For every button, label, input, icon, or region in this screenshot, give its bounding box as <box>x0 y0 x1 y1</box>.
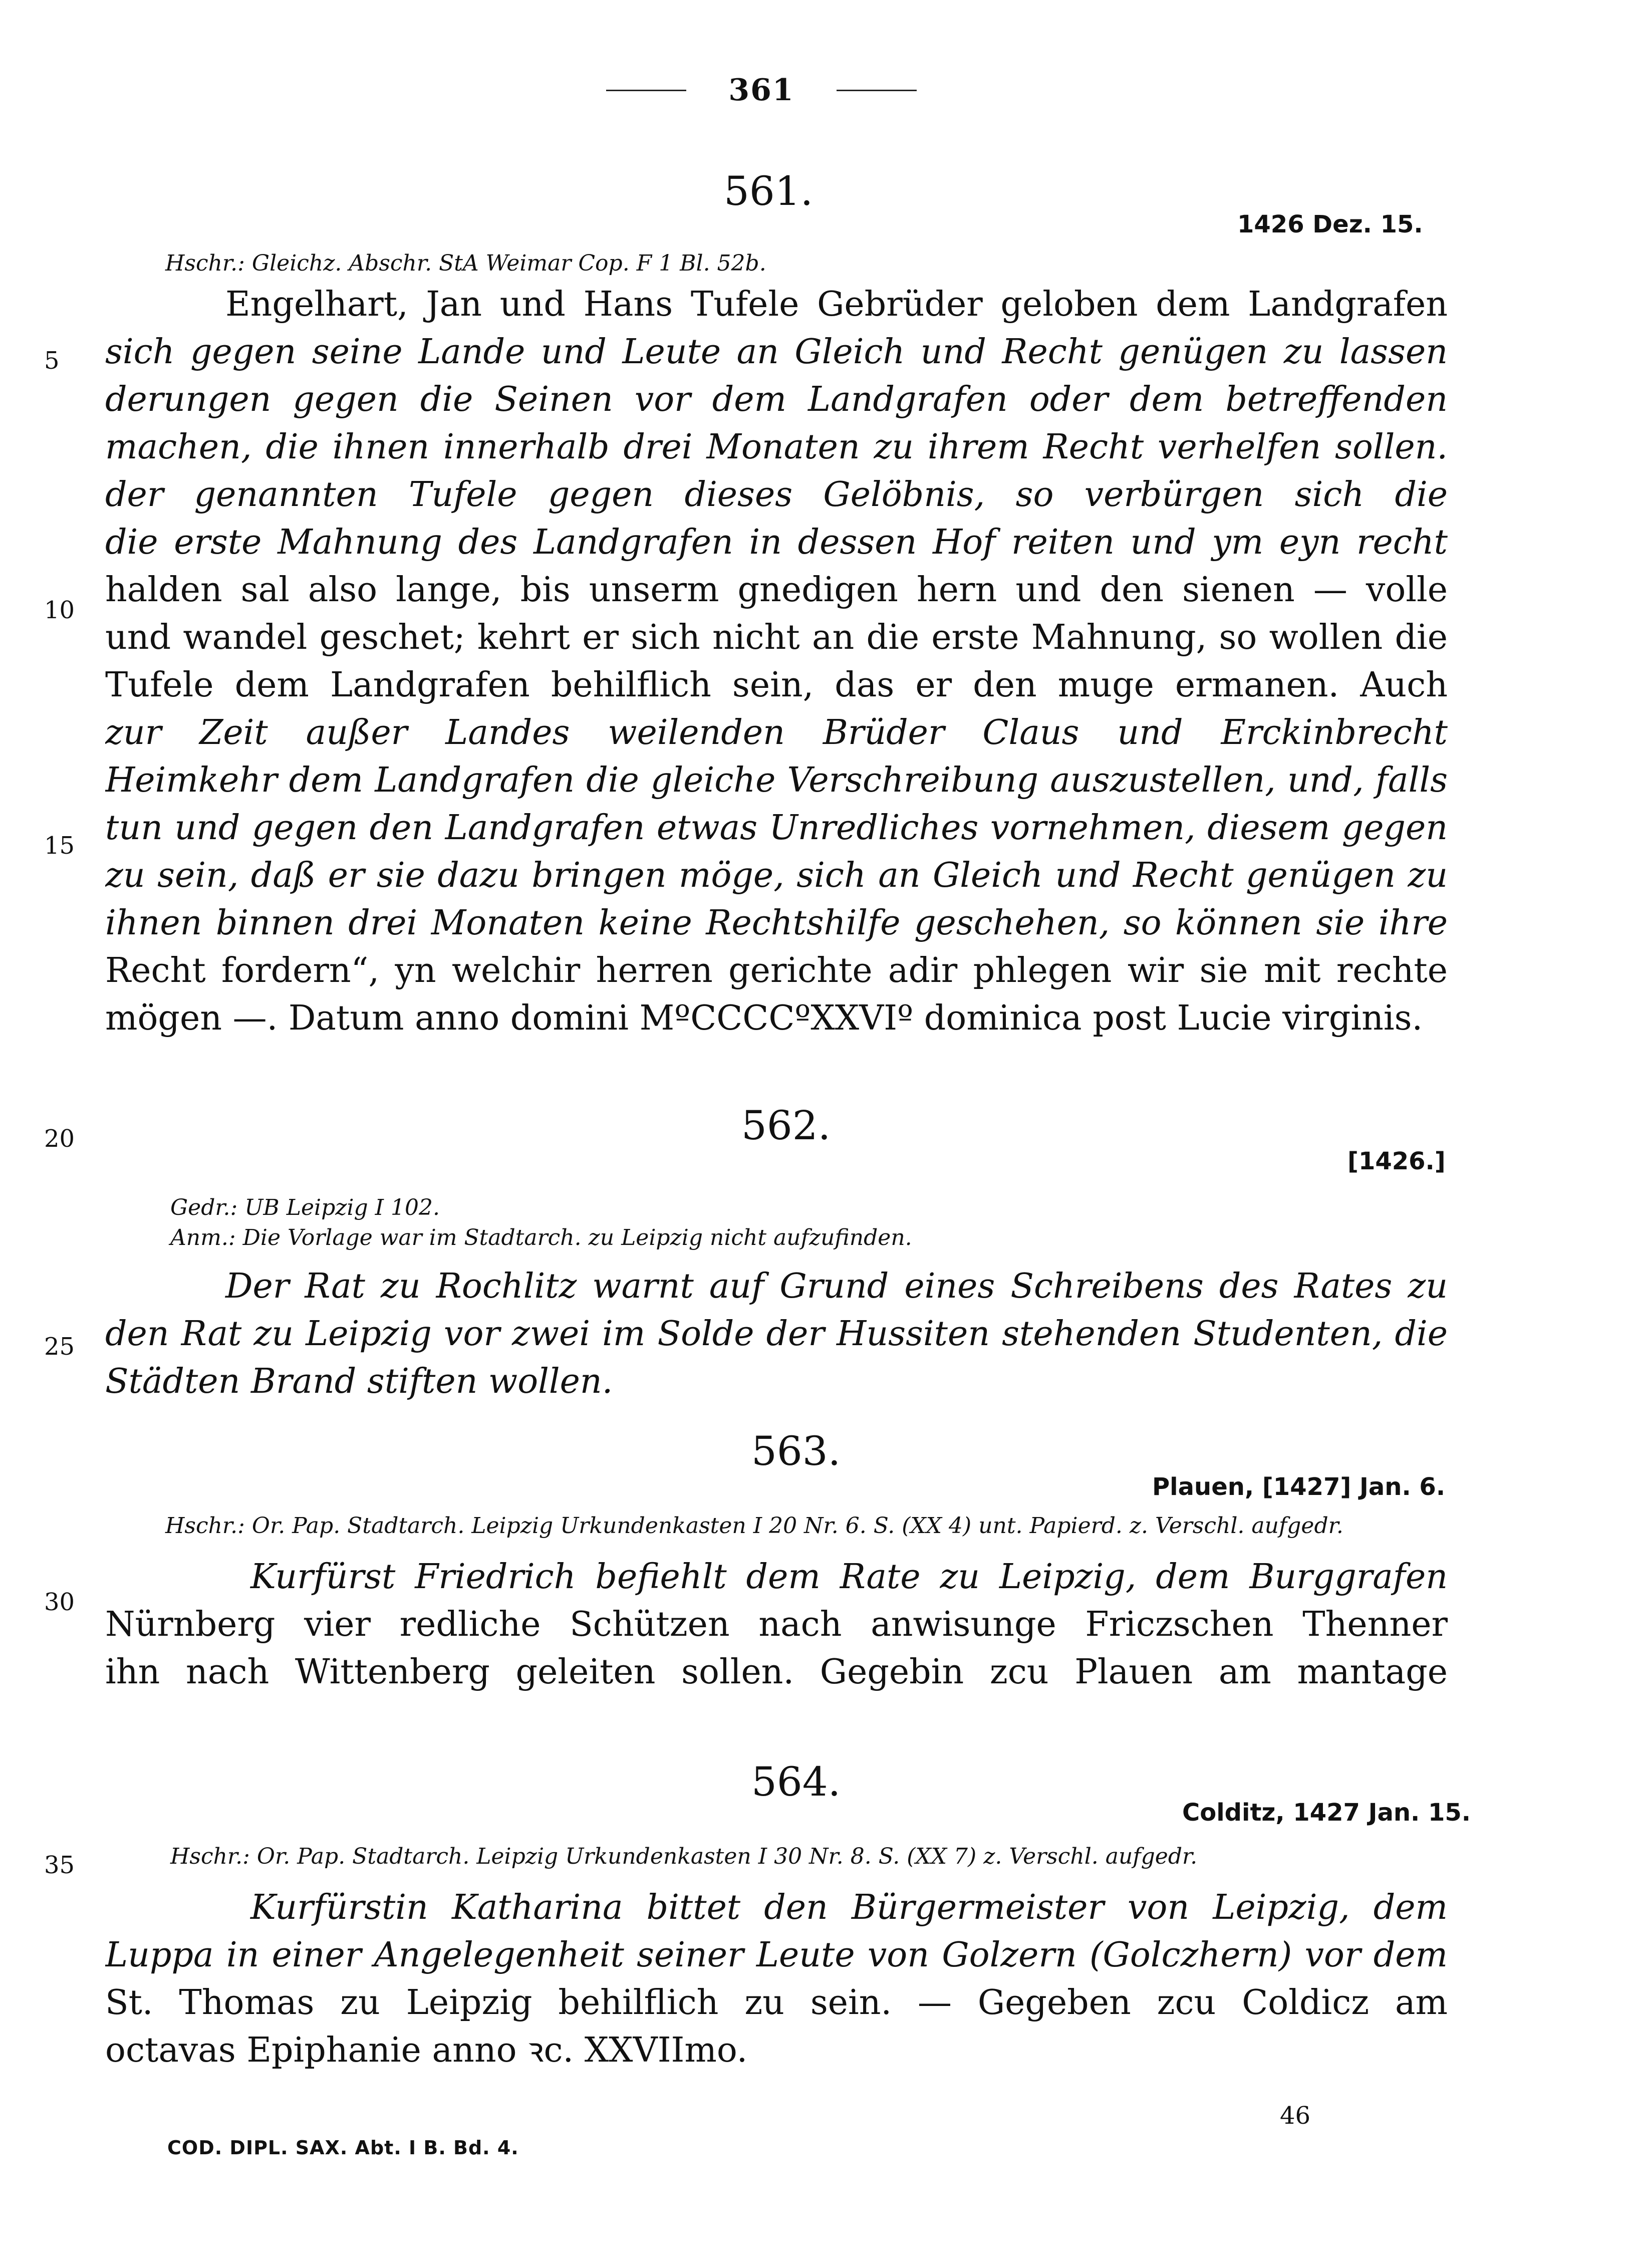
entry-date: Plauen, [1427] Jan. 6. <box>1152 1473 1446 1501</box>
text-line: zur Zeit außer Landes weilenden Brüder Claus und Erckinbrecht <box>105 713 1448 752</box>
line-number: 10 <box>44 596 75 624</box>
entry-source: Gedr.: UB Leipzig I 102. <box>170 1195 440 1220</box>
entry-source: Hschr.: Or. Pap. Stadtarch. Leipzig Urkundenkasten I 20 Nr. 6. S. (XX 4) unt. Papierd. z. Verschl. aufgedr. <box>165 1513 1343 1539</box>
page-header <box>606 70 917 110</box>
entry-number: 564. <box>751 1758 841 1805</box>
header-rule-left <box>606 90 686 91</box>
text-line: zu sein, daß er sie dazu bringen möge, sich an Gleich und Recht genügen zu <box>105 856 1448 895</box>
entry-source: Hschr.: Gleichz. Abschr. StA Weimar Cop. F 1 Bl. 52b. <box>165 250 766 276</box>
text-line: derungen gegen die Seinen vor dem Landgrafen oder dem betreffenden <box>105 380 1448 419</box>
text-line: und wandel geschet; kehrt er sich nicht an die erste Mahnung, so wollen die <box>105 618 1448 657</box>
text-line: Kurfürstin Katharina bittet den Bürgermeister von Leipzig, dem <box>250 1888 1448 1927</box>
text-line: Der Rat zu Rochlitz warnt auf Grund eines Schreibens des Rates zu <box>225 1267 1448 1306</box>
text-line: Engelhart, Jan und Hans Tufele Gebrüder geloben dem Landgrafen <box>225 285 1448 324</box>
text-line: Kurfürst Friedrich befiehlt dem Rate zu Leipzig, dem Burggrafen <box>250 1557 1448 1597</box>
text-line: Heimkehr dem Landgrafen die gleiche Verschreibung auszustellen, und, falls <box>105 761 1448 800</box>
text-line: Städten Brand stiften wollen. <box>105 1362 613 1401</box>
text-line: halden sal also lange, bis unserm gnedigen hern und den sienen — volle <box>105 570 1448 610</box>
text-line: sich gegen seine Lande und Leute an Gleich und Recht genügen zu lassen <box>105 332 1448 372</box>
footer-series: COD. DIPL. SAX. Abt. I B. Bd. 4. <box>167 2137 519 2159</box>
page-number: 361 <box>728 73 794 108</box>
line-number: 20 <box>44 1125 75 1153</box>
line-number: 5 <box>44 347 60 375</box>
line-number: 25 <box>44 1333 75 1361</box>
header-rule-right <box>837 90 917 91</box>
entry-summary <box>105 281 1448 1042</box>
text-line: den Rat zu Leipzig vor zwei im Solde der Hussiten stehenden Studenten, die <box>105 1314 1448 1354</box>
text-line: die erste Mahnung des Landgrafen in dessen Hof reiten und ym eyn recht <box>105 523 1448 562</box>
text-line: Recht fordern“, yn welchir herren gerichte adir phlegen wir sie mit rechte <box>105 951 1448 990</box>
text-line: mögen —. Datum anno domini MºCCCCºXXVIº dominica post Lucie virginis. <box>105 998 1423 1038</box>
entry-summary <box>105 1884 1448 2074</box>
entry-summary <box>105 1263 1448 1405</box>
text-line: Luppa in einer Angelegenheit seiner Leute von Golzern (Golczhern) vor dem <box>105 1935 1448 1975</box>
line-number: 30 <box>44 1588 75 1616</box>
text-line: machen, die ihnen innerhalb drei Monaten zu ihrem Recht verhelfen sollen. <box>105 427 1448 467</box>
text-line: St. Thomas zu Leipzig behilflich zu sein. — Gegeben zcu Coldicz am <box>105 1983 1448 2023</box>
text-line: Tufele dem Landgrafen behilflich sein, das er den muge ermanen. Auch <box>105 665 1448 705</box>
entry-summary <box>105 1553 1448 1696</box>
text-line: der genannten Tufele gegen dieses Gelöbnis, so verbürgen sich die <box>105 475 1448 515</box>
text-line: octavas Epiphanie anno ꝛc. XXVIImo. <box>105 2031 748 2070</box>
entry-date: [1426.] <box>1347 1147 1446 1175</box>
line-number: 35 <box>44 1851 75 1879</box>
entry-date: 1426 Dez. 15. <box>1237 210 1423 238</box>
text-line: Nürnberg vier redliche Schützen nach anwisunge Friczschen Thenner <box>105 1605 1448 1644</box>
entry-number: 562. <box>741 1102 831 1149</box>
line-number: 15 <box>44 832 75 860</box>
text-line: ihnen binnen drei Monaten keine Rechtshilfe geschehen, so können sie ihre <box>105 903 1448 943</box>
entry-number: 563. <box>751 1428 841 1474</box>
text-line: tun und gegen den Landgrafen etwas Unredliches vornehmen, diesem gegen <box>105 808 1448 848</box>
footer-signature: 46 <box>1280 2102 1311 2130</box>
text-line: ihn nach Wittenberg geleiten sollen. Gegebin zcu Plauen am mantage <box>105 1652 1448 1692</box>
entry-date: Colditz, 1427 Jan. 15. <box>1182 1799 1471 1827</box>
entry-note: Anm.: Die Vorlage war im Stadtarch. zu Leipzig nicht aufzufinden. <box>170 1225 912 1250</box>
entry-number: 561. <box>724 168 813 214</box>
entry-source: Hschr.: Or. Pap. Stadtarch. Leipzig Urkundenkasten I 30 Nr. 8. S. (XX 7) z. Verschl. aufgedr. <box>170 1844 1198 1869</box>
